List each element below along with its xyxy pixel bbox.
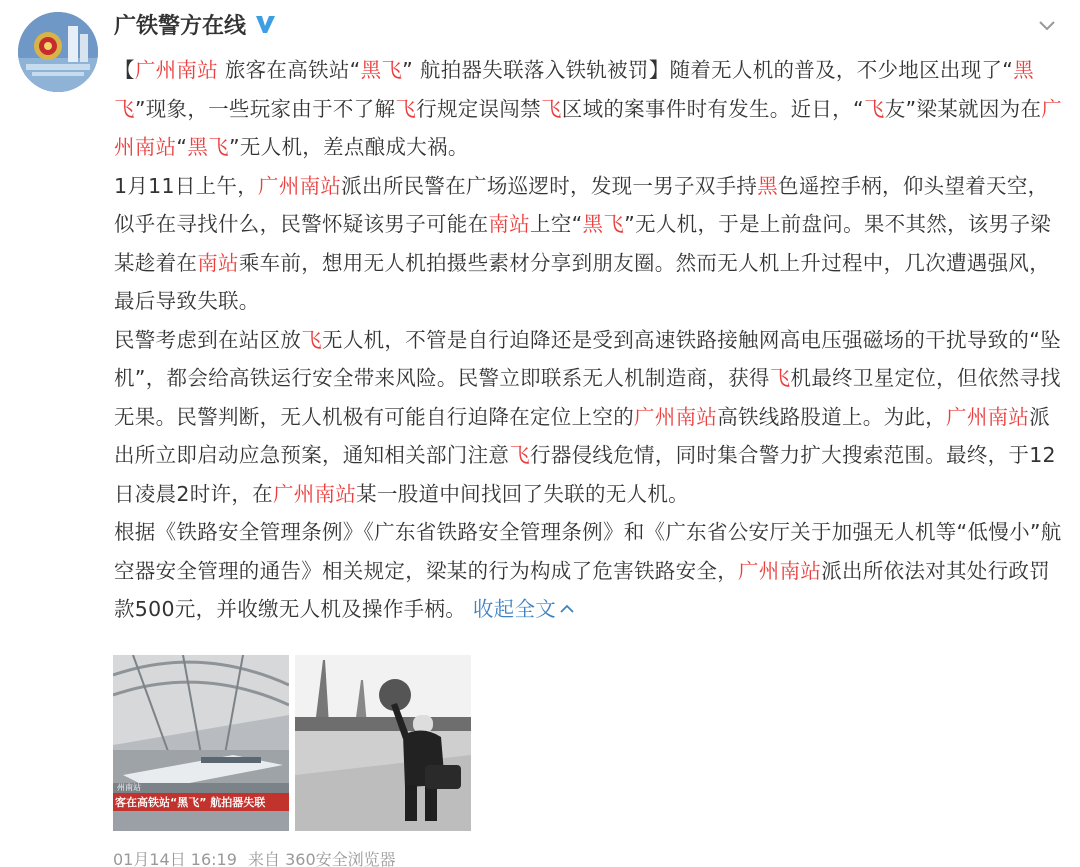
post-paragraph-3: 民警考虑到在站区放飞无人机，不管是自行迫降还是受到高速铁路接触网高电压强磁场的干扰导致的“坠机”，都会给高铁运行安全带来风险。民警立即联系无人机制造商，获得飞机最终卫星定位，但依然寻找无果。民警判断，无人机极有可能自行迫降在定位上空的广州南站高铁线路股道上。为此，广州南站派出所立即启动应急预案，通知相关部门注意飞行器侵线危情，同时集合警力扩大搜索范围。最终，于12日凌晨2时许，在广州南站某一股道中间找回了失联的无人机。 [114, 327, 1061, 506]
post-meta [113, 848, 402, 867]
avatar[interactable] [18, 12, 98, 92]
post-image-1[interactable] [113, 655, 289, 831]
image-caption: 客在高铁站“黑飞” 航拍器失联 [115, 796, 266, 809]
avatar-police-badge-icon [18, 12, 98, 92]
suspect-photo [295, 655, 471, 831]
chevron-up-icon [560, 604, 574, 614]
collapse-link[interactable]: 收起全文 [473, 597, 574, 621]
verified-v-icon [254, 13, 276, 35]
author-name[interactable]: 广铁警方在线 [114, 14, 247, 39]
station-photo [113, 655, 289, 831]
post-image-2[interactable] [295, 655, 471, 831]
chevron-down-icon[interactable] [1035, 14, 1059, 38]
post-paragraph-2: 1月11日上午，广州南站派出所民警在广场巡逻时，发现一男子双手持黑色遥控手柄，仰头望着天空，似乎在寻找什么，民警怀疑该男子可能在南站上空“黑飞”无人机，于是上前盘问。果不其然，该男子梁某趁着在南站乘车前，想用无人机拍摄些素材分享到朋友圈。然而无人机上升过程中，几次遭遇强风，最后导致失联。 [114, 173, 1052, 313]
image-caption-top: 州南站 [117, 783, 141, 792]
post-time[interactable]: 01月14日 16:19 [113, 850, 237, 867]
post-text [114, 51, 1064, 629]
topic-link[interactable]: 广州南站 [134, 58, 219, 82]
post-paragraph-1: 【广州南站 旅客在高铁站“黑飞” 航拍器失联落入铁轨被罚】随着无人机的普及，不少地区出现了“黑飞”现象，一些玩家由于不了解飞行规定误闯禁飞区域的案事件时有发生。近日，“飞友”梁某就因为在广州南站“黑飞”无人机，差点酿成大祸。 [114, 58, 1063, 159]
post-paragraph-4: 根据《铁路安全管理条例》《广东省铁路安全管理条例》和《广东省公安厅关于加强无人机等“低慢小”航空器安全管理的通告》相关规定，梁某的行为构成了危害铁路安全，广州南站派出所依法对其处行政罚款500元，并收缴无人机及操作手柄。 收起全文 [114, 520, 1062, 621]
post-source: 来自 360安全浏览器 [248, 850, 396, 867]
